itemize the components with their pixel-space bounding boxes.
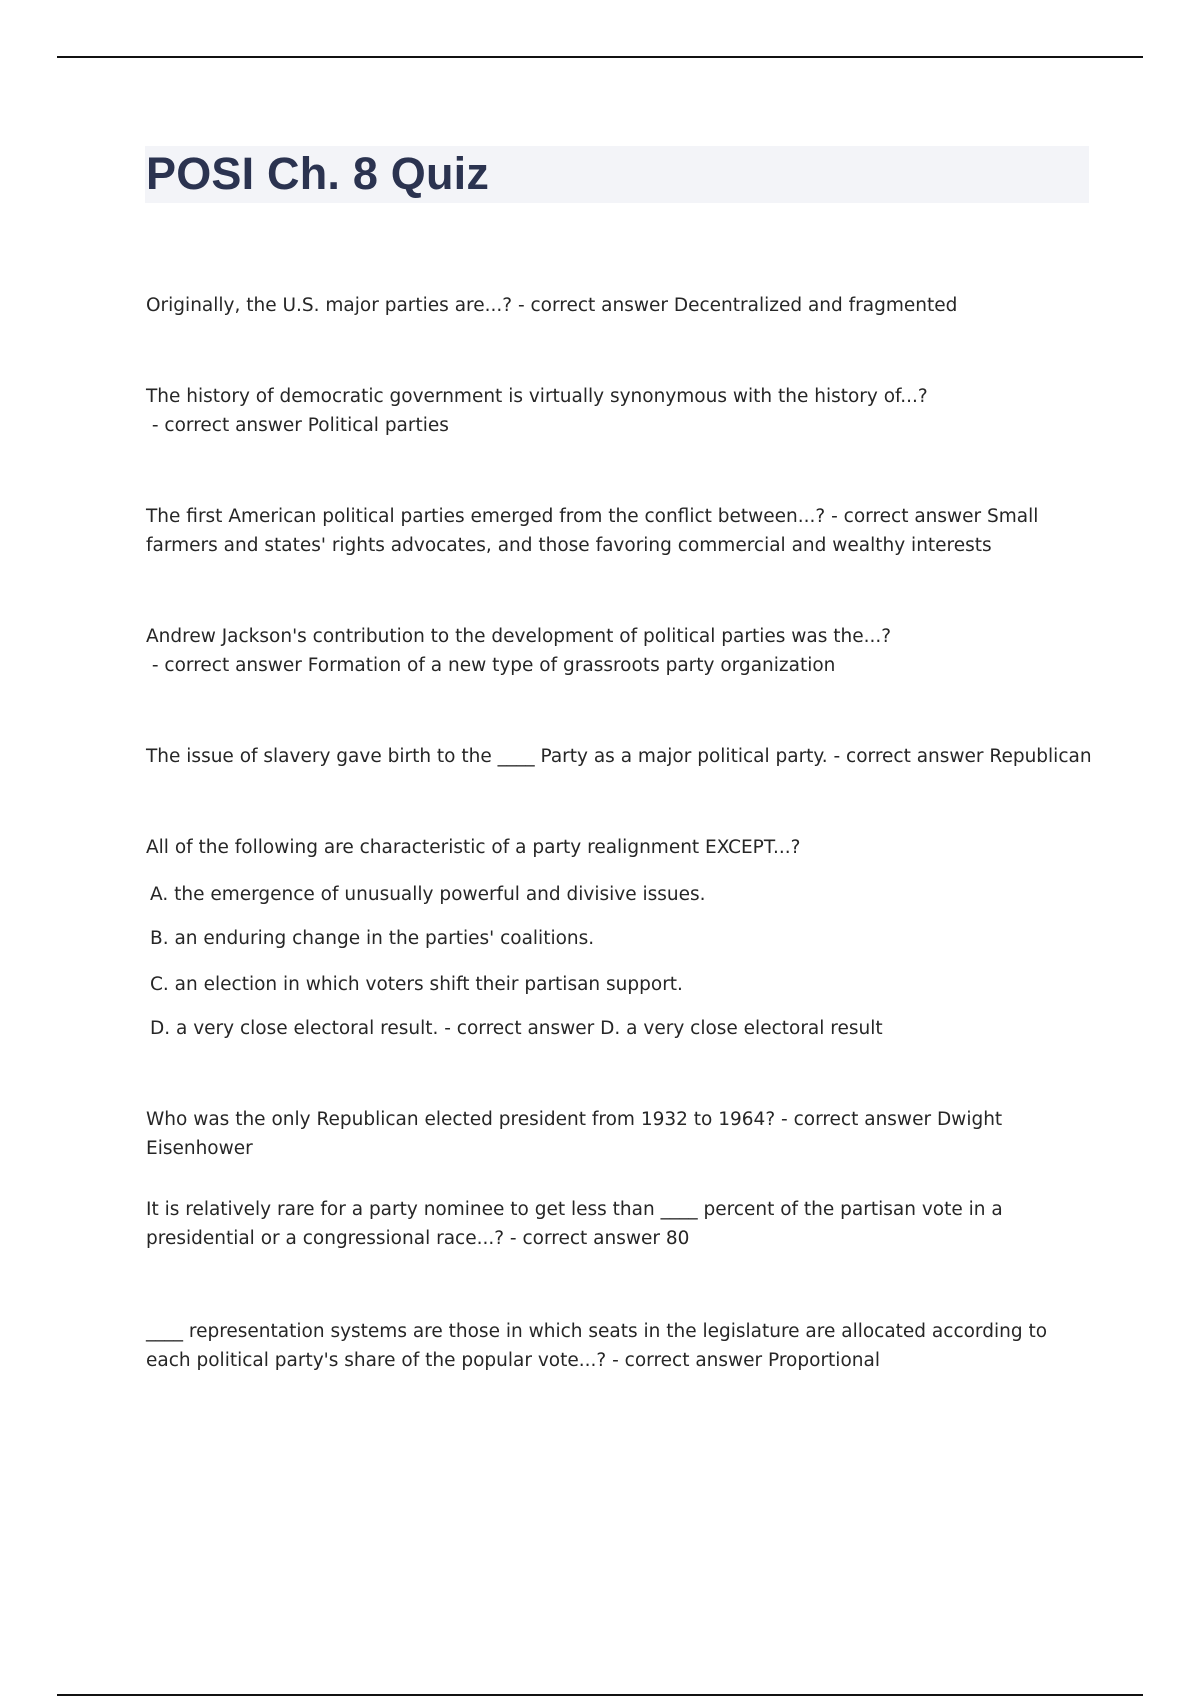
top-rule <box>57 56 1143 58</box>
answer-separator: - correct answer <box>146 655 308 676</box>
answer-separator: - correct answer <box>606 1350 769 1371</box>
question-text: The issue of slavery gave birth to the ____ Party as a major political party. <box>146 746 828 767</box>
answer-separator: - correct answer <box>146 415 308 436</box>
question-text: Who was the only Republican elected president from 1932 to 1964? <box>146 1109 776 1130</box>
qa-item-1 <box>146 291 1096 320</box>
qa-item-8 <box>146 1195 1096 1253</box>
answer-text: Republican <box>989 746 1092 767</box>
question-text: It is relatively rare for a party nominee to get less than ____ percent of the partisan vote in a presidential or a congressional race...? <box>146 1199 1003 1249</box>
question-text: The history of democratic government is virtually synonymous with the history of...? <box>146 386 928 407</box>
answer-text: Decentralized and fragmented <box>673 295 958 316</box>
question-text: Originally, the U.S. major parties are...? <box>146 295 513 316</box>
qa-item-9 <box>146 1317 1096 1375</box>
option-text: D. a very close electoral result. <box>150 1018 439 1039</box>
answer-text: Dwight Eisenhower <box>146 1109 1003 1159</box>
option-b: B. an enduring change in the parties' coalitions. <box>150 928 595 949</box>
answer-text: Political parties <box>307 415 449 436</box>
option-a: A. the emergence of unusually powerful and divisive issues. <box>150 884 706 905</box>
answer-text: Small farmers and states' rights advocates, and those favoring commercial and wealthy interests <box>146 506 1039 556</box>
answer-separator: - correct answer <box>775 1109 937 1130</box>
question-text: All of the following are characteristic of a party realignment EXCEPT...? <box>146 837 801 858</box>
answer-separator: - correct answer <box>825 506 988 527</box>
option-c: C. an election in which voters shift their partisan support. <box>150 974 683 995</box>
answer-separator: - correct answer <box>438 1018 601 1039</box>
qa-item-4 <box>146 622 1096 680</box>
qa-item-5 <box>146 742 1096 771</box>
qa-item-2 <box>146 382 1096 440</box>
answer-separator: - correct answer <box>512 295 674 316</box>
answer-text: Formation of a new type of grassroots party organization <box>307 655 836 676</box>
answer-separator: - correct answer <box>504 1228 666 1249</box>
option-d <box>150 1014 1090 1043</box>
question-text: Andrew Jackson's contribution to the development of political parties was the...? <box>146 626 892 647</box>
bottom-rule <box>57 1694 1143 1696</box>
answer-text: D. a very close electoral result <box>600 1018 883 1039</box>
question-text: ____ representation systems are those in which seats in the legislature are allocated according to each political party's share of the popular vote...? <box>146 1321 1048 1371</box>
qa-item-7 <box>146 1105 1096 1163</box>
qa-item-6 <box>146 833 1096 862</box>
answer-text: 80 <box>665 1228 690 1249</box>
page-title: POSI Ch. 8 Quiz <box>146 148 490 199</box>
question-text: The first American political parties emerged from the conflict between...? <box>146 506 826 527</box>
answer-text: Proportional <box>768 1350 880 1371</box>
qa-item-3 <box>146 502 1096 560</box>
answer-separator: - correct answer <box>827 746 990 767</box>
